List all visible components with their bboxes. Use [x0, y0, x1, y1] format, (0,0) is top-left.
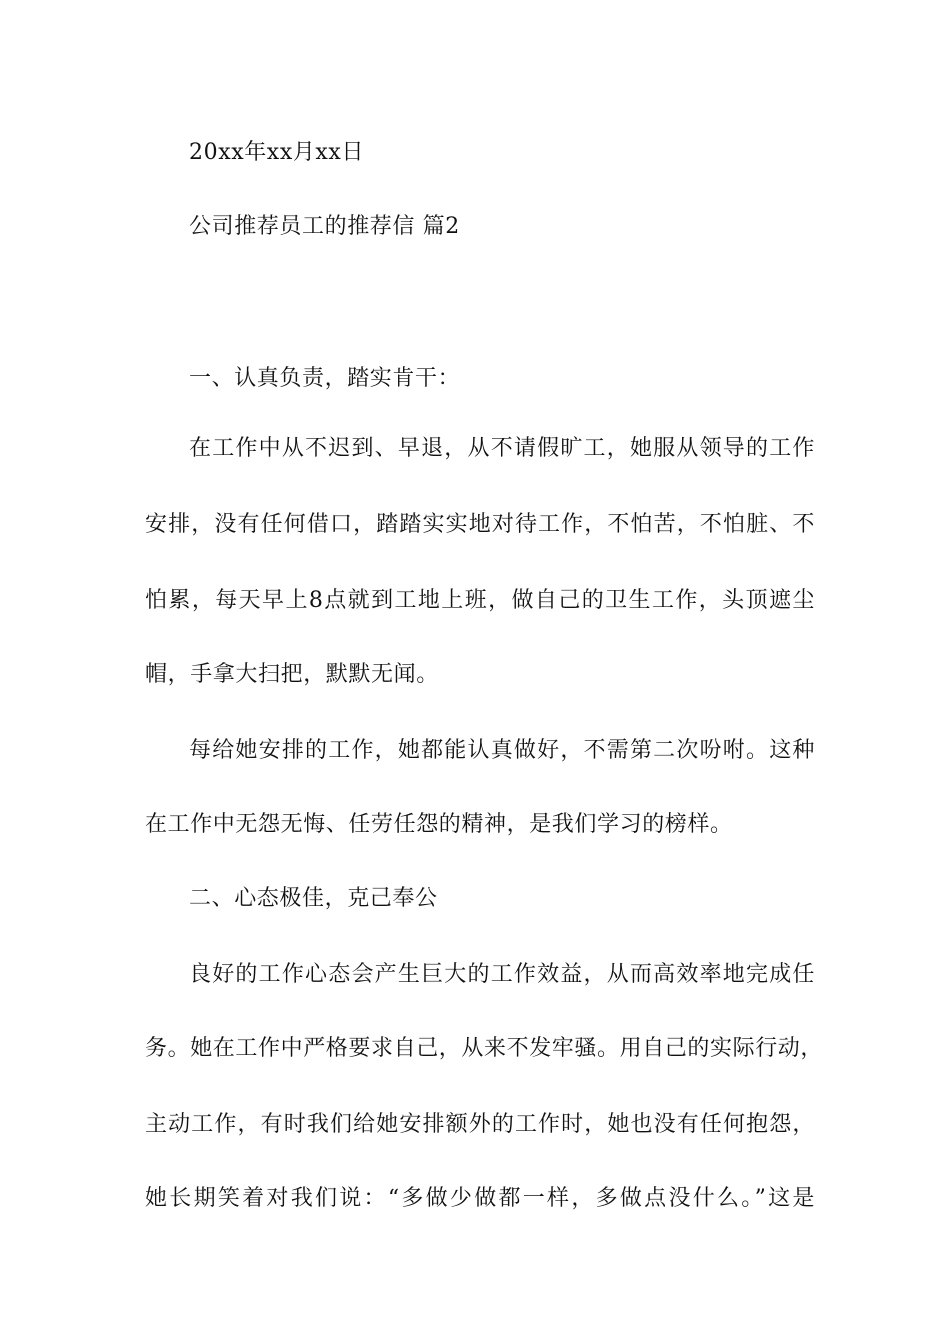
paragraph-line: 务。她在工作中严格要求自己，从来不发牢骚。用自己的实际行动，	[145, 1036, 824, 1061]
paragraph-line: 在工作中无怨无悔、任劳任怨的精神，是我们学习的榜样。	[145, 812, 733, 837]
section-heading-2: 二、心态极佳，克己奉公	[189, 886, 438, 911]
paragraph-line: 帽，手拿大扫把，默默无闻。	[145, 662, 439, 687]
paragraph-line: 主动工作，有时我们给她安排额外的工作时，她也没有任何抱怨，	[145, 1112, 815, 1137]
paragraph-line: 怕累，每天早上8点就到工地上班，做自己的卫生工作，头顶遮尘	[145, 588, 815, 613]
paragraph-line: 她长期笑着对我们说：“多做少做都一样，多做点没什么。”这是	[145, 1186, 815, 1211]
section-heading-1: 一、认真负责，踏实肯干：	[189, 366, 461, 391]
paragraph-line: 在工作中从不迟到、早退，从不请假旷工，她服从领导的工作	[189, 436, 815, 461]
date-line: 20xx年xx月xx日	[189, 140, 365, 165]
paragraph-line: 每给她安排的工作，她都能认真做好，不需第二次吩咐。这种	[189, 738, 815, 763]
paragraph-line: 良好的工作心态会产生巨大的工作效益，从而高效率地完成任	[189, 962, 815, 987]
letter-title: 公司推荐员工的推荐信 篇2	[189, 214, 460, 239]
paragraph-line: 安排，没有任何借口，踏踏实实地对待工作，不怕苦，不怕脏、不	[145, 512, 815, 537]
